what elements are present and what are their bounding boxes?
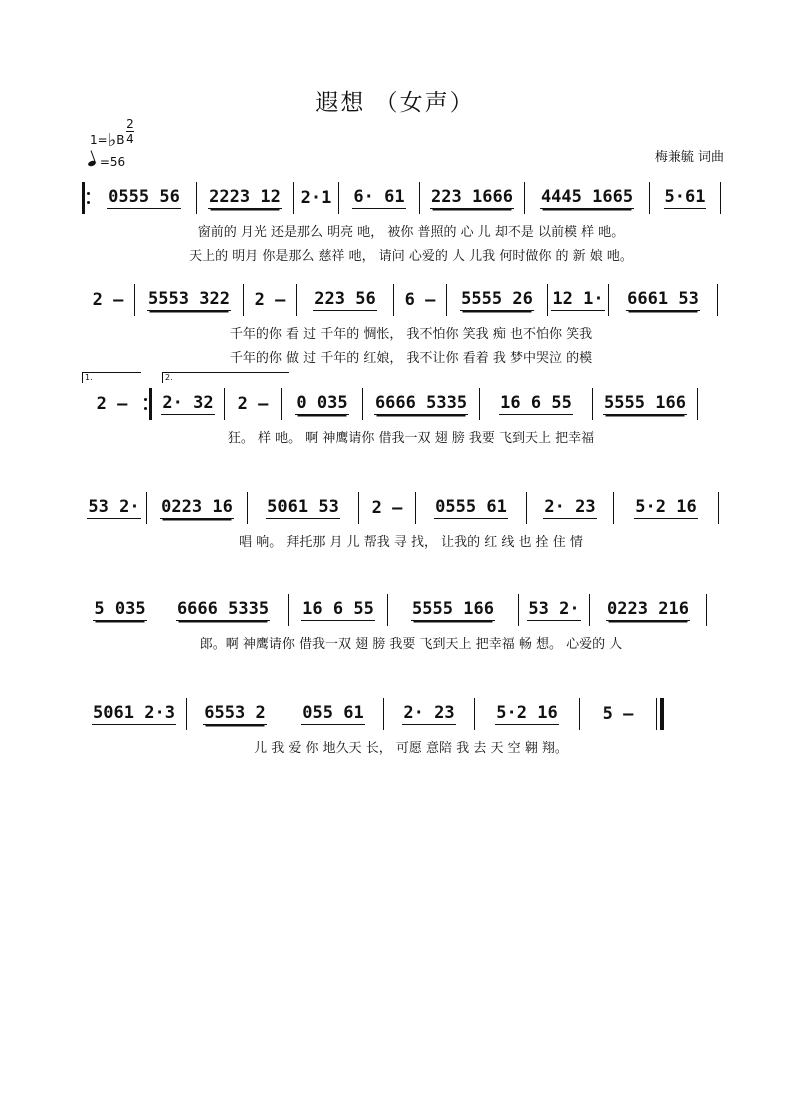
staff-row (82, 178, 740, 218)
measure: 6 – (404, 290, 436, 310)
lyric-line: 千年的你 做 过 千年的 红娘， 我不让你 看着 我 梦中哭泣 的模 (229, 351, 593, 366)
measure: 2· 23 (544, 497, 596, 517)
composer-credit: 梅兼毓 词曲 (654, 150, 724, 165)
lyric-line: 天上的 明月 你是那么 慈祥 吔， 请问 心爱的 人 儿我 何时做你 的 新 娘 吔。 (189, 249, 633, 264)
measure: 6· 61 (353, 187, 405, 207)
system-4 (82, 488, 740, 552)
time-signature (126, 118, 134, 145)
lyric-line: 儿 我 爱 你 地久天 长， 可愿 意陪 我 去 天 空 翱 翔。 (254, 741, 568, 756)
staff-row (82, 694, 740, 734)
key-signature (90, 128, 124, 149)
system-3 (82, 373, 740, 448)
lyric-line: 唱 响。 拜托那 月 儿 帮我 寻 找， 让我的 红 线 也 拴 住 情 (239, 535, 583, 550)
measure: 6661 53 (627, 289, 699, 309)
key-note: B (116, 133, 125, 147)
measure: 2· 23 (403, 703, 455, 723)
staff-row (82, 488, 740, 528)
measure: 5555 166 (412, 599, 494, 619)
measure: 5555 166 (604, 393, 686, 413)
quarter-note-icon (87, 160, 96, 167)
measure: 16 6 55 (302, 599, 374, 619)
measure: 223 56 (314, 289, 376, 309)
measure: 0223 216 (607, 599, 689, 619)
measure: 5553 322 (148, 289, 230, 309)
key-prefix: 1= (90, 133, 108, 147)
measure: 5061 53 (267, 497, 339, 517)
system-6 (82, 694, 740, 758)
repeat-dots (87, 182, 90, 214)
tempo-value: =56 (99, 155, 126, 169)
system-1 (82, 178, 740, 266)
measure: 2· 32 (162, 393, 214, 413)
measure: 5·2 16 (635, 497, 697, 517)
measure: 16 6 55 (500, 393, 572, 413)
measure: 2 – (96, 394, 128, 414)
measure: 0555 61 (435, 497, 507, 517)
measure: 2 – (254, 290, 286, 310)
staff-row (82, 280, 740, 320)
measure: 2 – (92, 290, 124, 310)
measure: 0 035 (296, 393, 348, 413)
volta-1: 1. (82, 372, 141, 383)
time-bottom: 4 (126, 132, 134, 146)
measure: 223 1666 (431, 187, 513, 207)
measure: 055 61 (302, 703, 364, 723)
measure: 2 – (237, 394, 269, 414)
measure: 5·61 (664, 187, 706, 207)
repeat-dots (144, 388, 147, 420)
volta-2: 2. (162, 372, 289, 383)
measure: 2·1 (300, 188, 332, 208)
lyric-line: 窗前的 月光 还是那么 明亮 吔， 被你 普照的 心 儿 却不是 以前模 样 吔。 (197, 225, 625, 240)
time-top: 2 (126, 117, 134, 131)
lyric-line: 郎。啊 神鹰请你 借我一双 翅 膀 我要 飞到天上 把幸福 畅 想。 心爱的 人 (199, 637, 623, 652)
measure: 5061 2·3 (93, 703, 175, 723)
measure: 2 – (371, 498, 403, 518)
lyric-line: 千年的你 看 过 千年的 惆怅， 我不怕你 笑我 痴 也不怕你 笑我 (229, 327, 593, 342)
lyric-line: 狂。 样 吔。 啊 神鹰请你 借我一双 翅 膀 我要 飞到天上 把幸福 (227, 431, 595, 446)
measure: 6666 5335 (374, 393, 468, 413)
measure: 0223 16 (161, 497, 233, 517)
measure: 5·2 16 (496, 703, 558, 723)
measure: 0555 56 (108, 187, 180, 207)
staff-row (82, 373, 740, 424)
measure: 5 035 (94, 599, 146, 619)
flat-icon: ♭ (107, 130, 117, 151)
measure: 12 1· (552, 289, 604, 309)
measure: 5555 26 (461, 289, 533, 309)
measure: 5 – (602, 704, 634, 724)
system-2 (82, 280, 740, 368)
tempo-mark (88, 155, 125, 169)
staff-row (82, 590, 740, 630)
measure: 4445 1665 (540, 187, 634, 207)
measure: 6666 5335 (176, 599, 270, 619)
measure: 53 2· (88, 497, 140, 517)
system-5 (82, 590, 740, 654)
song-title: 遐想 （女声） (315, 90, 475, 116)
measure: 6553 2 (204, 703, 266, 723)
measure: 53 2· (528, 599, 580, 619)
measure: 2223 12 (209, 187, 281, 207)
